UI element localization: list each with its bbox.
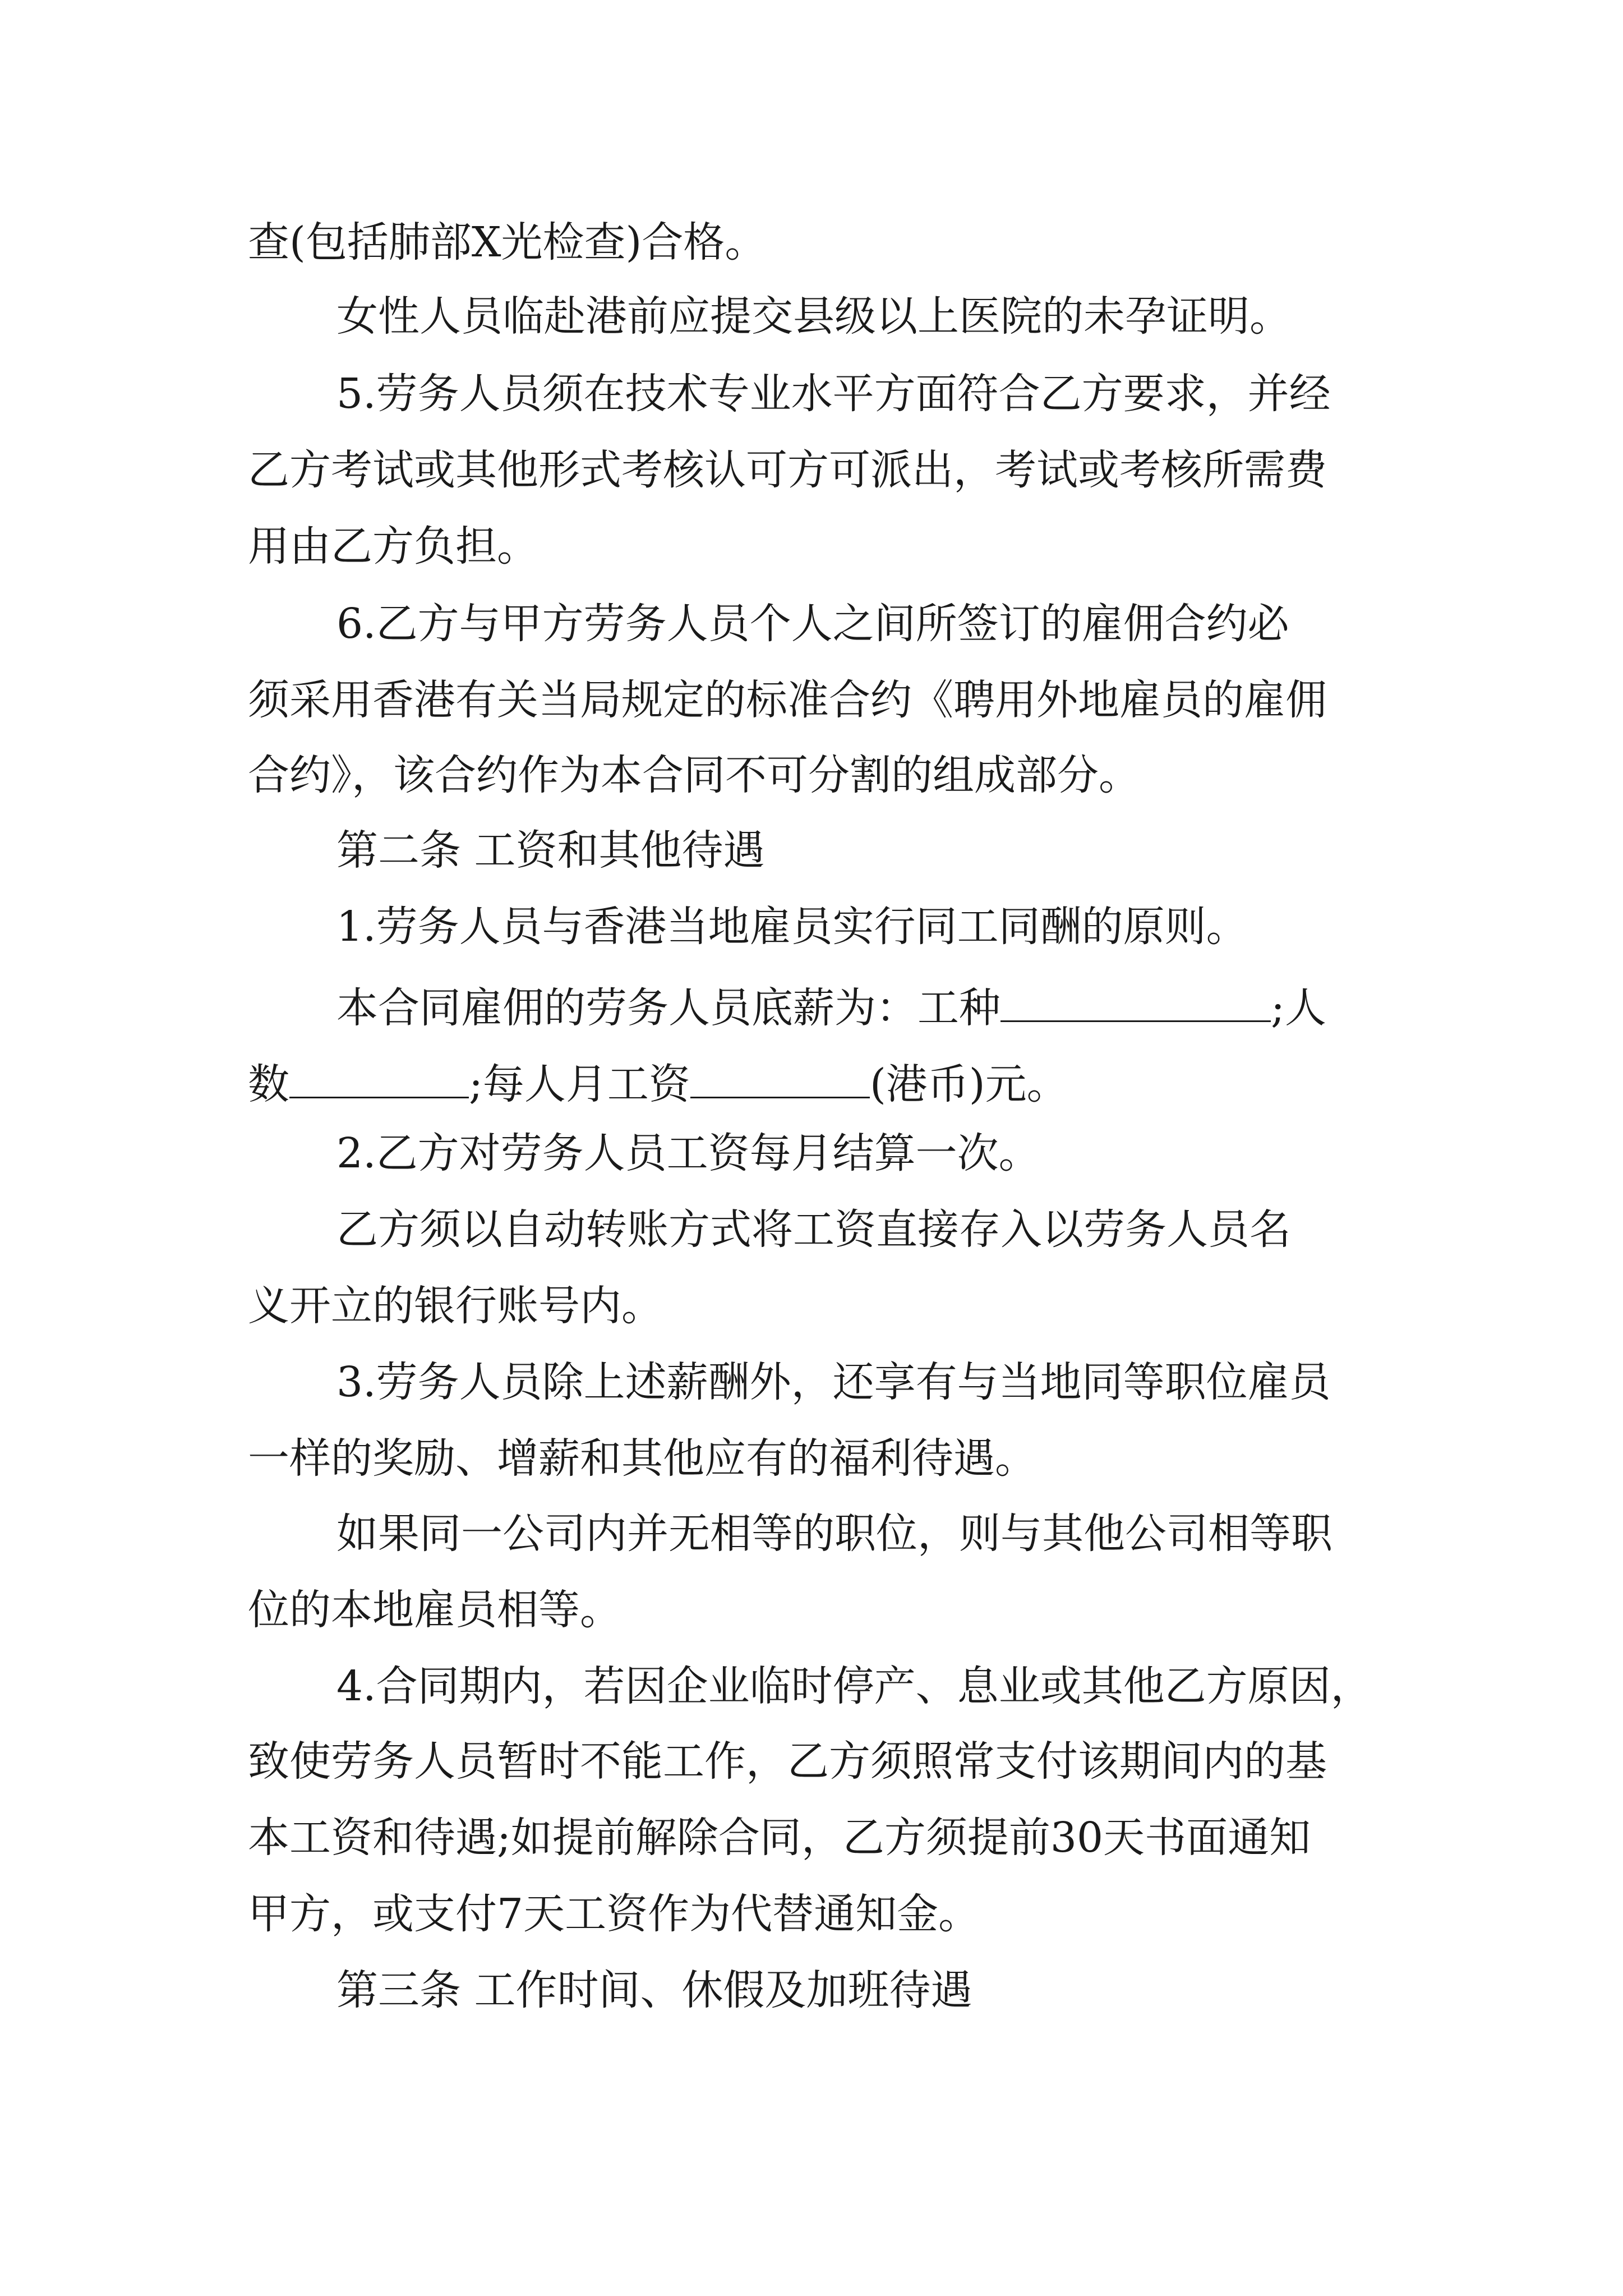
text-line-22: 本工资和待遇;如提前解除合同，乙方须提前30天书面通知 <box>248 1814 1311 1862</box>
text-line-4: 乙方考试或其他形式考核认可方可派出，考试或考核所需费 <box>248 446 1327 494</box>
text-line-12-post: (港币)元。 <box>869 1060 1068 1108</box>
text-line-10: 1.劳务人员与香港当地雇员实行同工同酬的原则。 <box>336 903 1248 951</box>
monthly-wage-blank <box>690 1057 870 1098</box>
text-line-14: 乙方须以自动转账方式将工资直接存入以劳务人员名 <box>336 1205 1291 1254</box>
job-type-blank <box>1000 981 1271 1022</box>
headcount-blank <box>289 1057 469 1098</box>
text-line-6: 6.乙方与甲方劳务人员个人之间所签订的雇佣合约必 <box>336 600 1289 648</box>
text-line-7: 须采用香港有关当局规定的标准合约《聘用外地雇员的雇佣 <box>248 676 1327 724</box>
text-line-20: 4.合同期内，若因企业临时停产、息业或其他乙方原因， <box>336 1662 1372 1710</box>
text-line-17: 一样的奖励、增薪和其他应有的福利待遇。 <box>248 1434 1036 1483</box>
text-line-1: 查(包括肺部X光检查)合格。 <box>248 218 767 266</box>
text-line-12-pre: 数 <box>248 1060 289 1108</box>
text-line-5: 用由乙方负担。 <box>248 522 538 570</box>
text-line-12 <box>248 1057 1068 1108</box>
text-line-13: 2.乙方对劳务人员工资每月结算一次。 <box>336 1129 1040 1177</box>
text-line-11-pre: 本合同雇佣的劳务人员底薪为：工种 <box>336 984 1000 1032</box>
text-line-23: 甲方，或支付7天工资作为代替通知金。 <box>248 1890 980 1938</box>
text-line-21: 致使劳务人员暂时不能工作，乙方须照常支付该期间内的基 <box>248 1737 1327 1786</box>
text-line-11-post: ;人 <box>1271 984 1326 1032</box>
text-line-8: 合约》，该合约作为本合同不可分割的组成部分。 <box>248 751 1140 799</box>
text-line-11 <box>336 981 1326 1032</box>
text-line-3: 5.劳务人员须在技术专业水平方面符合乙方要求，并经 <box>336 370 1331 418</box>
text-line-18: 如果同一公司内并无相等的职位，则与其他公司相等职 <box>336 1510 1332 1558</box>
text-line-2: 女性人员临赴港前应提交县级以上医院的未孕证明。 <box>336 292 1291 341</box>
text-line-19: 位的本地雇员相等。 <box>248 1586 621 1634</box>
text-line-16: 3.劳务人员除上述薪酬外，还享有与当地同等职位雇员 <box>336 1358 1331 1406</box>
text-line-12-mid: ;每人月工资 <box>469 1060 690 1108</box>
section-heading-article-2: 第二条 工资和其他待遇 <box>336 826 765 875</box>
section-heading-article-3: 第三条 工作时间、休假及加班待遇 <box>336 1966 972 2014</box>
text-line-15: 义开立的银行账号内。 <box>248 1282 663 1330</box>
